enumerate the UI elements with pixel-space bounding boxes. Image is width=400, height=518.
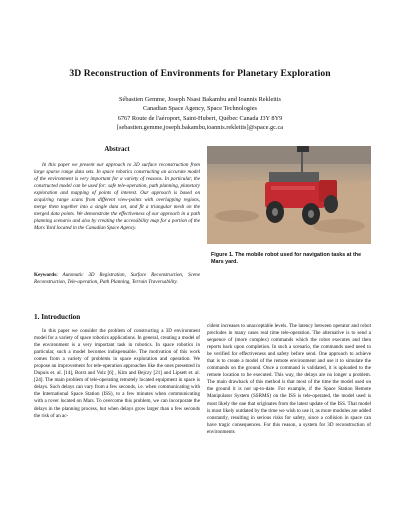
terrain-shadow [215, 210, 259, 222]
abstract-heading: Abstract [104, 146, 130, 153]
background-wall [207, 146, 371, 164]
terrain-shadow [313, 219, 365, 233]
paper-title: 3D Reconstruction of Environments for Planetary Exploration [69, 68, 331, 79]
sensor-head [297, 146, 309, 152]
author-names: Sébastien Gemme, Joseph Nsasi Bakambu and Ioannis Rekleitis [119, 96, 281, 103]
figure-robot-photo [207, 146, 371, 244]
abstract-text: In this paper we present our approach to 3D surface reconstruction from large sparse range data sets. In space robotics constructing an accurate model of the environment is very important for a variety of reasons. In particular, the constructed model can be used for: safe tele-operation, path planning, planetary exploration and mapping of points of interest. Our approach is based on acquiring range scans from different view-points with overlapping regions, merge them together into a single data set, and fit a triangular mesh on the merged data points. We demonstrate the effectiveness of our approach in a path planning scenario and also by creating the accessibility map for a portion of the Mars Yard located in the Canadian Space Agency. [34, 162, 200, 232]
robot-wheel [324, 195, 338, 213]
introduction-text: In this paper we consider the problem of constructing a 3D environment model for a variety of space robotics applications. In general, creating a model of the environment is a very important task in robotics. In space robotics in particular, such a model becomes indispensable. The motivation of this work comes from a variety of problems in space exploration and operation. We propose an improvement for tele-operation approaches like the ones presented in Dupuis et. al. [14], Borst and Volz [6] , Kim and Bejczy [21] and Lipsett et. al. [24]. The main problem of tele-operating remotely located equipment in space is delays. Such delays can vary from a few seconds, i.e. when communicating with the International Space Station (ISS), to a few minutes when communicating with a rover located on Mars. To overcome this problem, we can incorporate the delays in the planning process, but when delays grow larger than a few seconds the risk of an ac- [34, 328, 200, 419]
keywords-block [34, 272, 200, 286]
section-heading-introduction: 1. Introduction [34, 313, 81, 321]
author-block [40, 95, 360, 132]
author-address: 6767 Route de l'aéroport, Saint-Hubert, Québec Canada J3Y 8Y9 [117, 114, 283, 122]
author-affiliation: Canadian Space Agency, Space Technologies [143, 105, 257, 113]
robot-illustration [207, 146, 371, 244]
introduction-continued-text: cident increases to unacceptable levels. The latency between operator and robot precludes in many cases real time tele-operation. The alternative is to send a sequence of (more complex) commands which the robot executes and then reports back upon completion. In such a scenario, the commands used need to be verified for effectiveness and safety before send. One approach to achieve that is to create a model of the remote environment and use it to simulate the commands on the ground. Once a command is validated, it is uploaded to the remote location to be executed. This way, the delays are no longer a problem. The main drawback of this method is that most of the time the model used on the ground it is not up-to-date. For example, if the Space Station Remote Manipulator System (SSRMS) on the ISS is tele-operated, the model used is most likely the one that originates from the latest update of the ISS. That model is most likely outdated by the time we wish to use it, as more modules are added constantly, resulting in serious risks for safety, since a collision in space can have tragic consequences. For this reason, a system for 3D reconstruction of environments [207, 323, 371, 435]
robot-highlight [271, 186, 315, 190]
keywords-text: Automatic 3D Registration, Surface Reconstruction, Scene Reconstruction, Tele-operation, Path Planning, Terrain Traversability. [34, 272, 200, 286]
figure-caption: Figure 1. The mobile robot used for navigation tasks at the Mars yard. [211, 252, 362, 266]
author-emails: [sebastien.gemme,joseph.bakambu,ioannis.rekleitis]@space.gc.ca [116, 123, 284, 131]
keywords-label: Keywords: [34, 272, 58, 278]
wheel-hub [272, 208, 278, 216]
wheel-hub [308, 210, 314, 218]
